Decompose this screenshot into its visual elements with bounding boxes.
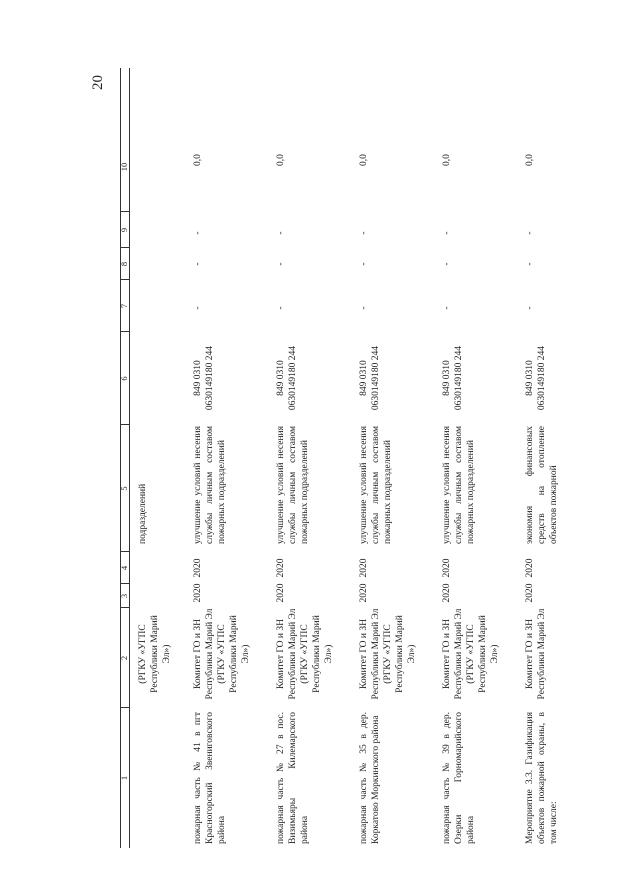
- row-end-year: 2020: [442, 558, 452, 578]
- header-col-8: 8: [119, 261, 129, 267]
- header-col-10: 10: [119, 162, 129, 172]
- row-budget-code-a: 849 0310: [359, 360, 369, 396]
- row-budget-code-a: 849 0310: [442, 360, 452, 396]
- row-budget-code: [441, 333, 465, 423]
- row-event-name: пожарная часть № 35 в дер. Коркатово Моркинского района: [359, 712, 381, 844]
- rotated-table-sheet: [90, 68, 559, 848]
- row-budget-code-a: 849 0310: [276, 360, 286, 396]
- row-col-7: -: [359, 306, 369, 310]
- row-budget-code-b: 0630149180 244: [537, 345, 547, 411]
- row-budget-code-b: 0630149180 244: [454, 345, 464, 411]
- row-col-8: -: [276, 262, 286, 266]
- row-expected-result: экономия финансовых средств на отопление объектов пожарной: [525, 426, 559, 544]
- row-col-7: -: [276, 306, 286, 310]
- row-amount: 0,0: [525, 154, 535, 166]
- row-event-name: пожарная часть № 41 в пгт Красногорский Звениговского района: [193, 712, 227, 844]
- row-col-9: -: [525, 231, 535, 235]
- row-amount: 0,0: [276, 154, 286, 166]
- header-col-3: 3: [119, 593, 129, 599]
- row-col-9: -: [276, 231, 286, 235]
- row-budget-code-b: 0630149180 244: [205, 345, 215, 411]
- row-event-name: пожарная часть № 39 в дер. Озерки Горномарийского района: [442, 712, 476, 844]
- row-col-8: -: [193, 262, 203, 266]
- header-col-1: 1: [119, 775, 129, 781]
- row-end-year: 2020: [359, 558, 369, 578]
- row-executor: Комитет ГО и ЗН Республики Марий Эл (РГКУ «УГПС Республики Марий Эл»): [276, 608, 334, 700]
- row-amount: 0,0: [359, 154, 369, 166]
- row-col-8: -: [525, 262, 535, 266]
- row-executor: Комитет ГО и ЗН Республики Марий Эл (РГКУ «УГПС Республики Марий Эл»): [442, 608, 500, 700]
- header-col-2: 2: [119, 655, 129, 661]
- row-expected-result: улучшение условий несения службы личным составом пожарных подразделений: [359, 426, 393, 544]
- row-budget-code-a: 849 0310: [525, 360, 535, 396]
- row-end-year: 2020: [276, 558, 286, 578]
- carry-over-result: подразделений: [138, 483, 148, 544]
- row-start-year: 2020: [442, 583, 452, 603]
- header-bottom-border: [129, 68, 130, 848]
- page-number: 20: [90, 75, 106, 90]
- row-budget-code-b: 0630149180 244: [371, 345, 381, 411]
- row-col-7: -: [525, 306, 535, 310]
- row-col-9: -: [442, 231, 452, 235]
- row-start-year: 2020: [359, 583, 369, 603]
- row-expected-result: улучшение условий несения службы личным составом пожарных подразделений: [193, 426, 227, 544]
- row-amount: 0,0: [193, 154, 203, 166]
- row-start-year: 2020: [276, 583, 286, 603]
- header-col-4: 4: [119, 565, 129, 571]
- row-col-8: -: [359, 262, 369, 266]
- row-col-7: -: [442, 306, 452, 310]
- row-budget-code: [358, 333, 382, 423]
- header-col-6: 6: [119, 376, 129, 381]
- carry-over-executor: (РГКУ «УГПС Республики Марий Эл»): [138, 615, 172, 693]
- row-executor: Комитет ГО и ЗН Республики Марий Эл (РГКУ «УГПС Республики Марий Эл»): [193, 608, 251, 700]
- row-col-9: -: [359, 231, 369, 235]
- row-executor: Комитет ГО и ЗН Республики Марий Эл: [525, 608, 547, 700]
- row-end-year: 2020: [525, 558, 535, 578]
- row-end-year: 2020: [193, 558, 203, 578]
- row-start-year: 2020: [525, 583, 535, 603]
- row-expected-result: улучшение условий несения службы личным составом пожарных подразделений: [276, 426, 310, 544]
- row-executor: Комитет ГО и ЗН Республики Марий Эл (РГКУ «УГПС Республики Марий Эл»): [359, 608, 417, 700]
- row-start-year: 2020: [193, 583, 203, 603]
- row-event-name: Мероприятие 3.3. Газификация объектов пожарной охраны, в том числе:: [525, 712, 559, 844]
- header-col-5: 5: [119, 486, 129, 491]
- row-budget-code-b: 0630149180 244: [288, 345, 298, 411]
- row-budget-code: [275, 333, 299, 423]
- header-col-7: 7: [119, 303, 129, 309]
- header-col-9: 9: [119, 227, 129, 233]
- row-col-9: -: [193, 231, 203, 235]
- row-event-name: пожарная часть № 27 в пос. Визимьяры Килемарского района: [276, 712, 310, 844]
- row-expected-result: улучшение условий несения службы личным составом пожарных подразделений: [442, 426, 476, 544]
- row-amount: 0,0: [442, 154, 452, 166]
- row-budget-code: [524, 333, 548, 423]
- row-budget-code: [192, 333, 216, 423]
- row-col-8: -: [442, 262, 452, 266]
- row-budget-code-a: 849 0310: [193, 360, 203, 396]
- row-col-7: -: [193, 306, 203, 310]
- program-table: [119, 68, 559, 848]
